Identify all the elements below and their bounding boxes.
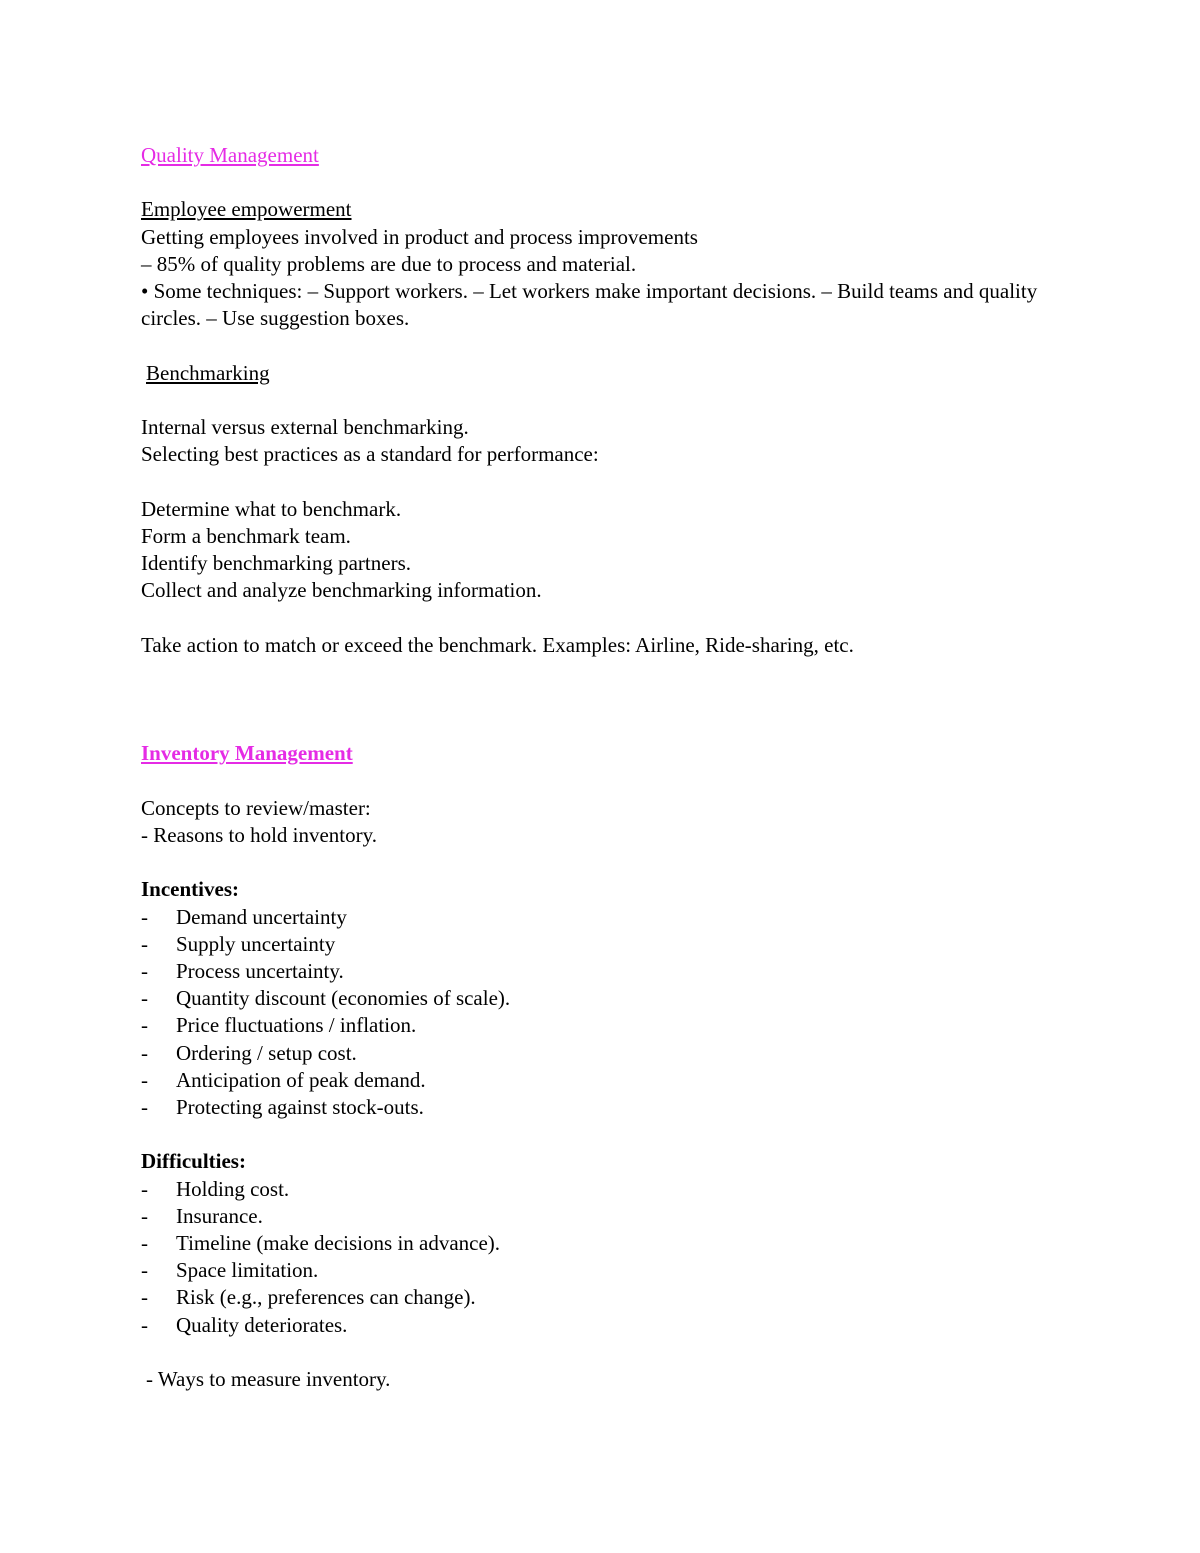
list-item: [0, 1067, 1101, 1094]
list-item-text: Timeline (make decisions in advance).: [176, 1230, 501, 1255]
benchmarking-step-3: Identify benchmarking partners.: [141, 550, 411, 575]
concepts-label: Concepts to review/master:: [141, 795, 371, 820]
dash-bullet: -: [141, 931, 148, 956]
list-item: [0, 1284, 1101, 1311]
list-item: [0, 1040, 1101, 1067]
list-item-text: Demand uncertainty: [176, 904, 347, 929]
dash-bullet: -: [141, 904, 148, 929]
benchmarking-step-4: Collect and analyze benchmarking information.: [141, 578, 542, 603]
spacer: [141, 332, 1101, 359]
empowerment-line-2: – 85% of quality problems are due to process and material.: [141, 251, 637, 276]
dash-bullet: -: [141, 986, 148, 1011]
measure-line: - Ways to measure inventory.: [146, 1366, 391, 1391]
list-item-text: Supply uncertainty: [176, 931, 336, 956]
benchmarking-title: Benchmarking: [146, 360, 270, 385]
list-item: [0, 958, 1101, 985]
benchmarking-intro-1: Internal versus external benchmarking.: [141, 414, 469, 439]
list-item: [0, 1230, 1101, 1257]
benchmarking-step-2: Form a benchmark team.: [141, 523, 351, 548]
dash-bullet: -: [141, 1285, 148, 1310]
list-item-text: Protecting against stock-outs.: [176, 1094, 424, 1119]
quality-management-heading: Quality Management: [141, 143, 319, 167]
list-item: [0, 931, 1101, 958]
spacer: [141, 468, 1101, 495]
spacer: [141, 768, 1101, 795]
dash-bullet: -: [141, 1312, 148, 1337]
benchmarking-title-wrap: [141, 360, 1101, 387]
list-item: [0, 1312, 1101, 1339]
spacer: [141, 169, 1101, 196]
empowerment-line-3: • Some techniques: – Support workers. – Let workers make important decisions. – Build teams and quality circles. – Use suggestion boxes.: [141, 279, 1043, 331]
spacer: [141, 849, 1101, 876]
list-item-text: Ordering / setup cost.: [176, 1040, 357, 1065]
dash-bullet: -: [141, 1067, 148, 1092]
spacer: [141, 604, 1101, 631]
spacer: [141, 713, 1101, 740]
spacer: [141, 1339, 1101, 1366]
dash-bullet: -: [141, 1203, 148, 1228]
list-item: [0, 1203, 1101, 1230]
spacer: [141, 1121, 1101, 1148]
list-item: [0, 1012, 1101, 1039]
difficulties-list: [0, 1176, 1101, 1339]
dash-bullet: -: [141, 958, 148, 983]
document-page: [141, 142, 1101, 1393]
dash-bullet: -: [141, 1094, 148, 1119]
benchmarking-intro-2: Selecting best practices as a standard for performance:: [141, 442, 599, 467]
list-item-text: Holding cost.: [176, 1176, 290, 1201]
dash-bullet: -: [141, 1040, 148, 1065]
difficulties-label: Difficulties:: [141, 1149, 246, 1174]
benchmarking-action: Take action to match or exceed the benchmark. Examples: Airline, Ride-sharing, etc.: [141, 632, 854, 657]
list-item: [0, 1257, 1101, 1284]
dash-bullet: -: [141, 1013, 148, 1038]
inventory-management-heading: Inventory Management: [141, 741, 353, 766]
list-item-text: Process uncertainty.: [176, 958, 344, 983]
incentives-label: Incentives:: [141, 877, 239, 902]
spacer: [141, 387, 1101, 414]
list-item-text: Space limitation.: [176, 1258, 319, 1283]
spacer: [141, 659, 1101, 686]
incentives-list: [0, 904, 1101, 1122]
list-item-text: Quantity discount (economies of scale).: [176, 986, 511, 1011]
dash-bullet: -: [141, 1176, 148, 1201]
dash-bullet: -: [141, 1230, 148, 1255]
list-item-text: Price fluctuations / inflation.: [176, 1013, 417, 1038]
reasons-line: - Reasons to hold inventory.: [141, 822, 378, 847]
list-item-text: Risk (e.g., preferences can change).: [176, 1285, 476, 1310]
list-item: [0, 904, 1101, 931]
list-item: [0, 1094, 1101, 1121]
empowerment-line-1: Getting employees involved in product and process improvements: [141, 224, 698, 249]
list-item-text: Quality deteriorates.: [176, 1312, 348, 1337]
list-item: [0, 985, 1101, 1012]
benchmarking-step-1: Determine what to benchmark.: [141, 496, 402, 521]
employee-empowerment-title: Employee empowerment: [141, 197, 352, 222]
list-item: [0, 1176, 1101, 1203]
list-item-text: Anticipation of peak demand.: [176, 1067, 426, 1092]
spacer: [141, 686, 1101, 713]
dash-bullet: -: [141, 1258, 148, 1283]
list-item-text: Insurance.: [176, 1203, 263, 1228]
